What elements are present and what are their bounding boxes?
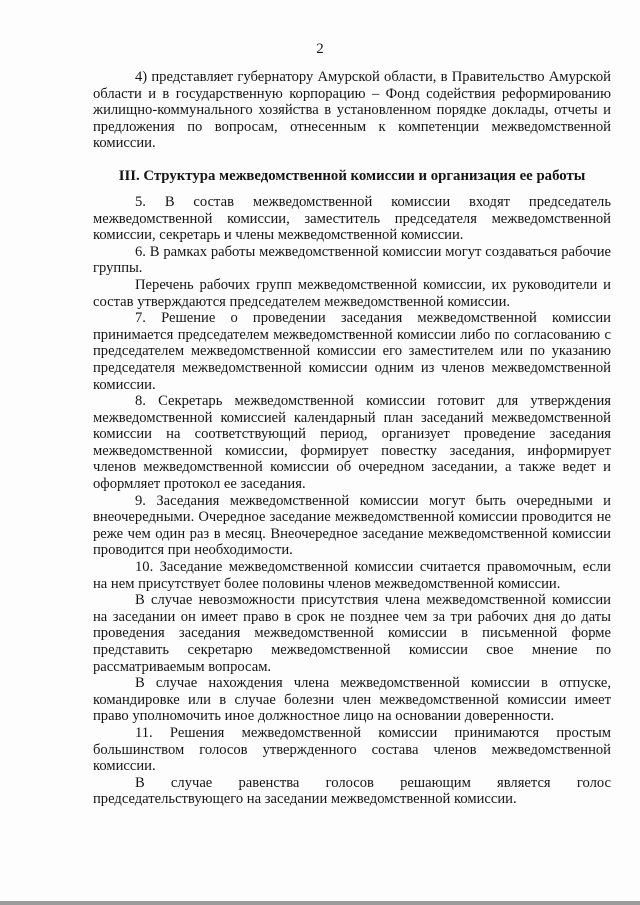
paragraph-5: 5. В состав межведомственной комиссии входят председатель межведомственной комиссии, заместитель председателя межведомственной комиссии, секретарь и члены межведомственной комиссии. [93, 193, 611, 244]
paragraph-8: 8. Секретарь межведомственной комиссии готовит для утверждения межведомственной комиссией календарный план заседаний межведомственной комиссии на соответствующий период, организует проведение заседания межведомственной комиссии, формирует повестку заседания, информирует членов межведомственной комиссии об очередном заседании, а также ведет и оформляет протокол ее заседания. [93, 393, 611, 493]
paragraph-working-groups: Перечень рабочих групп межведомственной комиссии, их руководители и состав утверждаются председателем межведомственной комиссии. [93, 276, 611, 310]
paragraph-delegation: В случае нахождения члена межведомственной комиссии в отпуске, командировке или в случае болезни член межведомственной комиссии имеет право уполномочить иное должностное лицо на основании доверенности. [93, 675, 611, 725]
paragraph-11: 11. Решения межведомственной комиссии принимаются простым большинством голосов утвержденного состава членов межведомственной комиссии. [93, 724, 611, 775]
scan-bottom-edge [0, 901, 640, 905]
paragraph-9: 9. Заседания межведомственной комиссии могут быть очередными и внеочередными. Очередное заседание межведомственной комиссии проводится не реже чем один раз в месяц. Внеочередное заседание межведомственной комиссии проводится при необходимости. [93, 492, 611, 559]
paragraph-6: 6. В рамках работы межведомственной комиссии могут создаваться рабочие группы. [93, 243, 611, 277]
page-number: 2 [316, 41, 324, 57]
paragraph-absence: В случае невозможности присутствия члена межведомственной комиссии на заседании он имеет право в срок не позднее чем за три рабочих дня до даты проведения заседания межведомственной комиссии в письменной форме представить секретарю межведомственной комиссии свое мнение по рассматриваемым вопросам. [93, 592, 611, 675]
paragraph-tie-vote: В случае равенства голосов решающим является голос председательствующего на заседании межведомственной комиссии. [93, 774, 611, 808]
document-body [93, 69, 611, 808]
section-heading: III. Структура межведомственной комиссии и организация ее работы [118, 167, 586, 184]
paragraph-7: 7. Решение о проведении заседания межведомственной комиссии принимается председателем межведомственной комиссии либо по согласованию с председателем межведомственной комиссии его заместителем или по указанию председателя межведомственной комиссии одним из членов межведомственной комиссии. [93, 310, 611, 393]
paragraph-10: 10. Заседание межведомственной комиссии считается правомочным, если на нем присутствует более половины членов межведомственной комиссии. [93, 559, 611, 592]
paragraph-4: 4) представляет губернатору Амурской области, в Правительство Амурской области и в государственную корпорацию – Фонд содействия реформированию жилищно-коммунального хозяйства в установленном порядке доклады, отчеты и предложения по вопросам, отнесенным к компетенции межведомственной комиссии. [93, 69, 611, 152]
